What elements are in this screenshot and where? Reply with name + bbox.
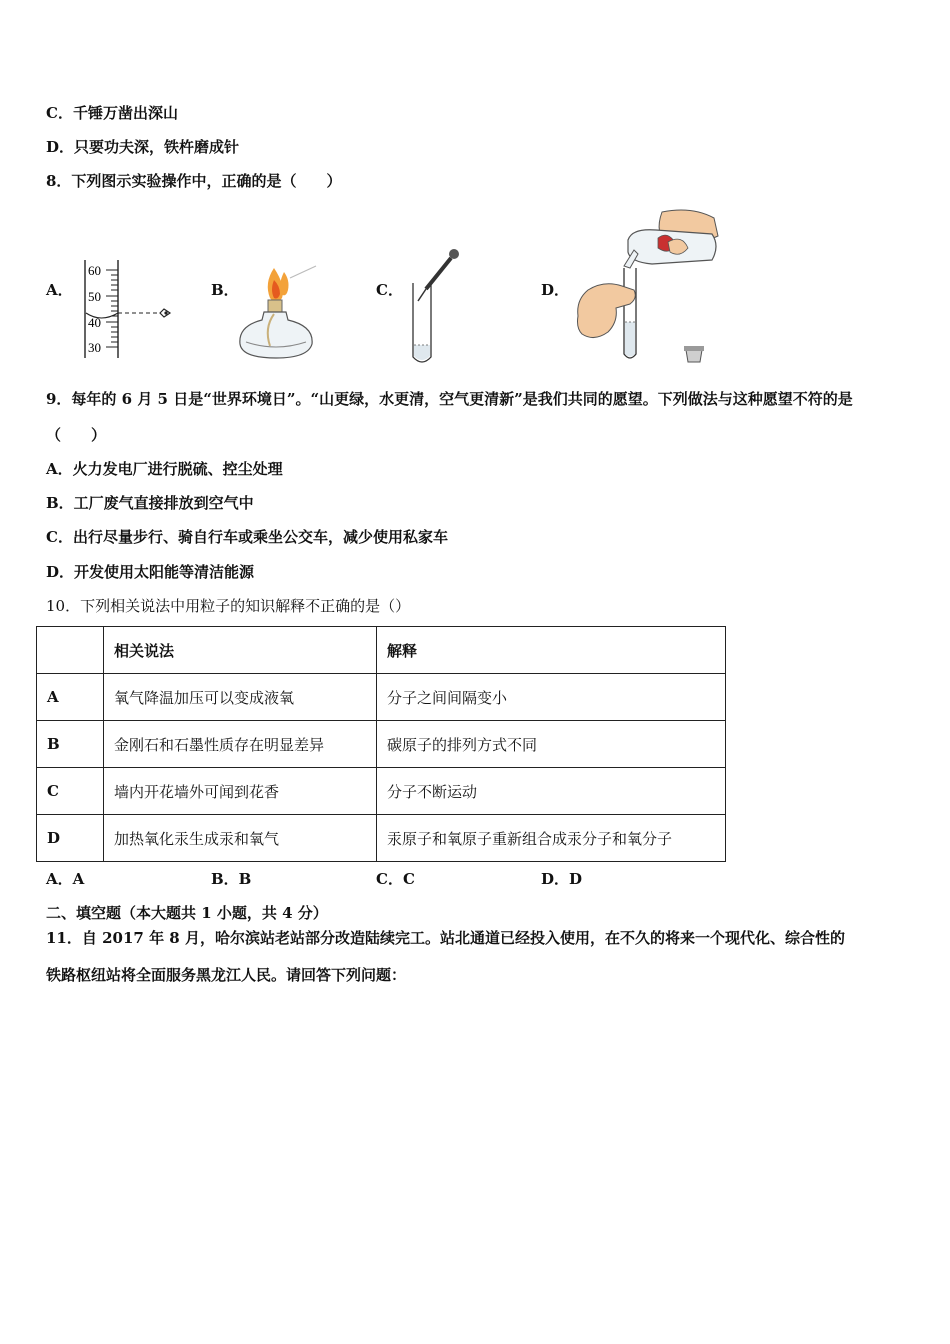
table-row [37,674,726,721]
table-row [37,768,726,815]
q10-answer-d: D．D [541,870,583,888]
table-cell: A [37,674,104,721]
q9-option-b: B．工厂废气直接排放到空气中 [46,494,254,512]
q9-option-a: A．火力发电厂进行脱硫、控尘处理 [46,460,283,478]
graduated-cylinder-figure [78,255,188,365]
q9-option-d: D．开发使用太阳能等清洁能源 [46,563,255,581]
q8-stem: 8．下列图示实验操作中，正确的是（ ） [46,172,342,190]
table-row [37,815,726,862]
tick-40: 40 [88,315,101,330]
q9-stem-line2: （ ） [46,426,107,444]
q8-label-b: B． [211,281,239,299]
tick-50: 50 [88,289,101,304]
table-cell: B [37,721,104,768]
q10-stem: 10．下列相关说法中用粒子的知识解释不正确的是（） [46,597,411,615]
q7-option-d: D．只要功夫深，铁杵磨成针 [46,138,240,156]
table-cell: 分子之间间隔变小 [377,674,726,721]
q8-label-a: A． [46,281,73,299]
table-cell: 汞原子和氧原子重新组合成汞分子和氧分子 [377,815,726,862]
table-cell: 碳原子的排列方式不同 [377,721,726,768]
q10-answer-b: B．B [211,870,252,888]
q8-label-d: D． [541,281,570,299]
header-cell: 相关说法 [104,627,377,674]
table-cell: 加热氧化汞生成汞和氧气 [104,815,377,862]
q10-answer-c: C．C [376,870,415,888]
table-cell: 分子不断运动 [377,768,726,815]
section-2-title: 二、填空题（本大题共 1 小题，共 4 分） [46,904,328,922]
tick-30: 30 [88,340,101,355]
table-cell: C [37,768,104,815]
q11-stem-line2: 铁路枢纽站将全面服务黑龙江人民。请回答下列问题： [46,966,407,984]
q10-answer-a: A．A [46,870,85,888]
q8-label-c: C． [376,281,403,299]
tick-60: 60 [88,263,101,278]
table-cell: 氧气降温加压可以变成液氧 [104,674,377,721]
test-tube-dropper-figure [404,245,464,369]
q9-option-c: C．出行尽量步行、骑自行车或乘坐公交车，减少使用私家车 [46,528,448,546]
table-cell: 金刚石和石墨性质存在明显差异 [104,721,377,768]
table-cell: D [37,815,104,862]
q10-table [36,626,726,862]
header-cell [37,627,104,674]
q9-stem-line1: 9．每年的 6 月 5 日是“世界环境日”。“山更绿，水更清，空气更清新”是我们共同的愿望。下列做法与这种愿望不符的是 [46,390,853,408]
q11-stem-line1: 11．自 2017 年 8 月，哈尔滨站老站部分改造陆续完工。站北通道已经投入使用，在不久的将来一个现代化、综合性的 [46,929,845,947]
alcohol-lamp-figure [234,258,324,366]
table-header-row [37,627,726,674]
q7-option-c: C．千锤万凿出深山 [46,104,178,122]
header-cell: 解释 [377,627,726,674]
table-row [37,721,726,768]
table-cell: 墙内开花墙外可闻到花香 [104,768,377,815]
pouring-liquid-figure [572,204,722,370]
